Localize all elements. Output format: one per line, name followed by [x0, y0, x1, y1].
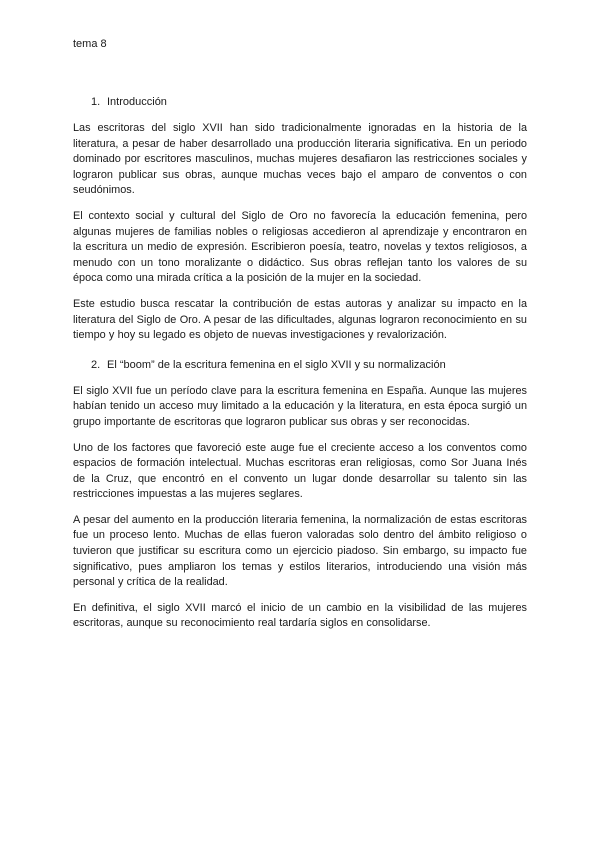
section-number: 1. — [91, 96, 101, 108]
document-body — [73, 95, 527, 642]
paragraph: El contexto social y cultural del Siglo de Oro no favorecía la educación femenina, pero algunas mujeres de familias nobles o religiosas accedieron al aprendizaje y encontraron en la escritura un medio de expresión. Escribieron poesía, teatro, novelas y textos religiosos, a menudo con un tono moralizante o didáctico. Sus obras reflejan tanto los valores de su época como una mirada crítica a la posición de la mujer en la sociedad. — [73, 209, 527, 285]
section-heading — [73, 95, 527, 109]
section-boom — [73, 358, 527, 632]
section-number: 2. — [91, 358, 101, 371]
paragraph: A pesar del aumento en la producción literaria femenina, la normalización de estas escritoras fue un proceso lento. Muchas de ellas fueron valoradas solo dentro del ámbito religioso o tuvieron que justificar su escritura como un ejercicio piadoso. Sin embargo, su impacto fue significativo, pues ampliaron los temas y estilos literarios, introduciendo una visión más personal y crítica de la realidad. — [73, 513, 527, 589]
page-header: tema 8 — [73, 38, 107, 50]
paragraph: En definitiva, el siglo XVII marcó el inicio de un cambio en la visibilidad de las mujeres escritoras, aunque su reconocimiento real tardaría siglos en consolidarse. — [73, 601, 527, 630]
paragraph: Uno de los factores que favoreció este auge fue el creciente acceso a los conventos como espacios de formación intelectual. Muchas escritoras eran religiosas, como Sor Juana Inés de la Cruz, que encontró en el convento un lugar donde desarrollar su talento sin las restricciones impuestas a las mujeres seglares. — [73, 441, 527, 501]
paragraph: Las escritoras del siglo XVII han sido tradicionalmente ignoradas en la historia de la literatura, a pesar de haber desarrollado una producción literaria significativa. En un periodo dominado por escritores masculinos, muchas mujeres desafiaron las restricciones sociales y lograron publicar sus obras, aunque muchas veces bajo el amparo de conventos o con seudónimos. — [73, 122, 527, 197]
paragraph: El siglo XVII fue un período clave para la escritura femenina en España. Aunque las mujeres habían tenido un acceso muy limitado a la educación y la literatura, en esta época surgió un grupo importante de escritoras que lograron publicar sus obras y ser reconocidas. — [73, 384, 527, 428]
section-title: El “boom” de la escritura femenina en el siglo XVII y su normalización — [107, 358, 446, 371]
section-heading — [73, 358, 527, 372]
section-introduccion — [73, 95, 527, 344]
section-title: Introducción — [107, 96, 167, 108]
paragraph: Este estudio busca rescatar la contribución de estas autoras y analizar su impacto en la literatura del Siglo de Oro. A pesar de las dificultades, algunas lograron reconocimiento en su tiempo y hoy su legado es objeto de nuevas investigaciones y revalorización. — [73, 297, 527, 342]
